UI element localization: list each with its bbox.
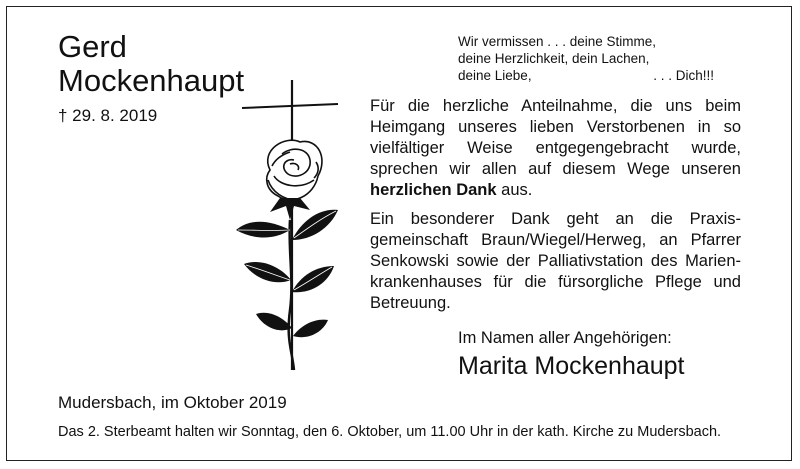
- place-and-date: Mudersbach, im Oktober 2019: [58, 393, 287, 412]
- deceased-first-name: Gerd: [58, 29, 127, 64]
- quote-line-3: [458, 67, 714, 84]
- special-thanks-paragraph: Ein besonderer Dank geht an die Praxisgemeinschaft Braun/Wiegel/Herweg, an Pfarrer Senkowski sowie der Palliativstation des Marienkrankenhauses für die fürsorgliche Pflege und Betreuung.: [370, 210, 741, 312]
- signature-intro: Im Namen aller Angehörigen:: [458, 329, 672, 347]
- thanks-text-end: aus.: [501, 181, 533, 199]
- memorial-service-note: Das 2. Sterbeamt halten wir Sonntag, den 6. Oktober, um 11.00 Uhr in der kath. Kirche zu Mudersbach.: [58, 424, 722, 440]
- deceased-last-name: Mockenhaupt: [58, 63, 245, 98]
- memorial-quote: [458, 33, 714, 84]
- thanks-paragraph: [370, 96, 741, 201]
- signer-name: Marita Mockenhaupt: [458, 352, 685, 380]
- cross-with-rose-icon: [230, 80, 340, 380]
- quote-line-3-left: deine Liebe,: [458, 68, 532, 83]
- thanks-text: Für die herzliche Anteilnahme, die uns beim Heimgang unseres lieben Verstorbenen in so vielfältiger Weise entgegengebracht wurde, sprechen wir allen auf diesem Wege unseren: [370, 97, 741, 178]
- quote-line-2: deine Herzlichkeit, dein Lachen,: [458, 51, 650, 66]
- death-date: † 29. 8. 2019: [58, 106, 158, 125]
- thanks-emphasis: herzlichen Dank: [370, 181, 497, 199]
- quote-line-1: Wir vermissen . . . deine Stimme,: [458, 34, 657, 49]
- quote-line-3-right: . . . Dich!!!: [653, 68, 714, 83]
